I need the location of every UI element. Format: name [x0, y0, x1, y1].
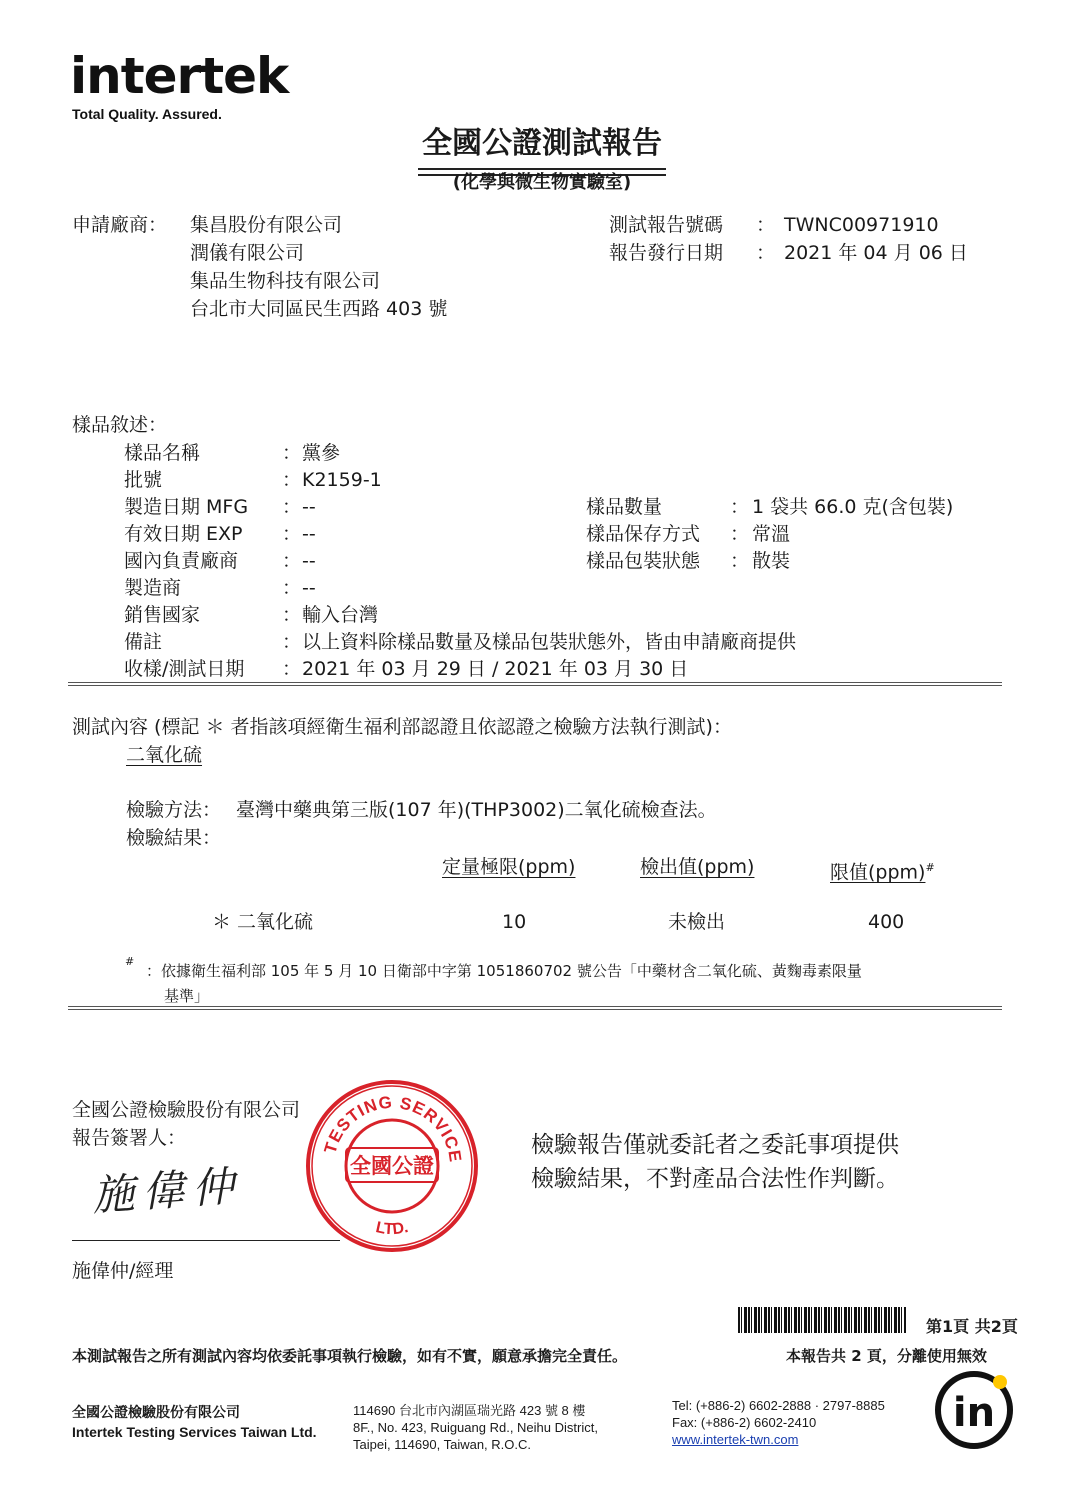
tagline: Total Quality. Assured. [72, 106, 222, 122]
svg-text:LTD.: LTD. [374, 1219, 410, 1239]
sample-value: 散裝 [752, 550, 791, 572]
footer-company [72, 1402, 317, 1442]
result-name: ＊ 二氧化硫 [212, 911, 314, 933]
colon: ： [730, 496, 750, 518]
colon: ： [282, 496, 302, 518]
colon: ： [282, 523, 302, 545]
sample-label: 製造商 [124, 577, 182, 599]
divider [68, 682, 1002, 686]
applicant-line: 集品生物科技有限公司 [190, 270, 381, 292]
report-title: 全國公證測試報告 [0, 118, 1084, 170]
report-number: TWNC00971910 [784, 214, 939, 236]
sample-value: -- [302, 577, 316, 599]
applicant-address: 台北市大同區民生西路 403 號 [190, 298, 448, 320]
svg-text:全國公證: 全國公證 [350, 1154, 434, 1178]
sample-value: -- [302, 523, 316, 545]
applicant-line: 集昌股份有限公司 [190, 214, 343, 236]
colon: ： [282, 442, 302, 464]
svg-text:INTERTEK TESTING SERVICES TAIW: TESTING SERVICE [320, 1092, 466, 1165]
result-limit: 400 [868, 911, 905, 933]
report-number-label: 測試報告號碼 [609, 214, 724, 236]
sample-value: 常溫 [752, 523, 791, 545]
colon: ： [282, 604, 302, 626]
signature-line [72, 1240, 340, 1241]
company-seal [304, 1078, 480, 1254]
sample-value: 黨參 [302, 442, 341, 464]
sample-label: 樣品數量 [586, 496, 663, 518]
footer-address-en: Taipei, 114690, Taiwan, R.O.C. [353, 1437, 532, 1452]
colon: ： [282, 631, 302, 653]
result-label: 檢驗結果： [126, 827, 222, 849]
sign-company: 全國公證檢驗股份有限公司 [72, 1099, 301, 1121]
sample-label: 收樣/測試日期 [124, 658, 245, 680]
footer-website-link[interactable]: www.intertek-twn.com [672, 1432, 799, 1447]
report-subtitle: (化學與微生物實驗室) [452, 172, 632, 193]
sample-heading: 樣品敘述： [72, 414, 168, 436]
colon: ： [282, 469, 302, 491]
handwritten-signature: 施偉仲 [90, 1160, 244, 1221]
barcode [738, 1307, 906, 1333]
footer-address [353, 1402, 598, 1453]
colon: ： [730, 550, 750, 572]
disclaimer-line: 檢驗報告僅就委託者之委託事項提供 [531, 1132, 899, 1158]
sample-value: -- [302, 550, 316, 572]
footer-fax: Fax: (+886-2) 6602-2410 [672, 1415, 817, 1430]
applicant-line: 潤儀有限公司 [190, 242, 305, 264]
footer-tel: Tel: (+886-2) 6602-2888 · 2797-8885 [672, 1398, 885, 1413]
footer-address-en: 8F., No. 423, Ruiguang Rd., Neihu District, [353, 1420, 598, 1435]
colon: ： [282, 550, 302, 572]
footer-company-zh: 全國公證檢驗股份有限公司 [72, 1404, 240, 1420]
method-text: 臺灣中藥典第三版(107 年)(THP3002)二氧化硫檢查法。 [236, 799, 717, 821]
result-loq: 10 [502, 911, 527, 933]
footer-contact [672, 1397, 885, 1448]
notice-right: 本報告共 2 頁，分離使用無效 [786, 1347, 987, 1365]
sample-value: 1 袋共 66.0 克(含包裝) [752, 496, 954, 518]
divider [68, 1006, 1002, 1010]
sample-value: 2021 年 03 月 29 日 / 2021 年 03 月 30 日 [302, 658, 689, 680]
header-loq: 定量極限(ppm) [442, 856, 576, 878]
sample-label: 銷售國家 [124, 604, 201, 626]
sample-value: 以上資料除樣品數量及樣品包裝狀態外，皆由申請廠商提供 [302, 631, 797, 653]
test-intro: 測試內容 (標記 ＊ 者指該項經衛生福利部認證且依認證之檢驗方法執行測試)： [72, 716, 732, 738]
header-limit: 限值(ppm)# [830, 861, 935, 884]
notice-left: 本測試報告之所有測試內容均依委託事項執行檢驗，如有不實，願意承擔完全責任。 [72, 1347, 628, 1365]
signer-label: 報告簽署人： [72, 1127, 187, 1149]
colon: ： [756, 242, 776, 264]
test-item: 二氧化硫 [126, 744, 203, 766]
footer-company-en: Intertek Testing Services Taiwan Ltd. [72, 1424, 317, 1440]
intertek-emblem-icon [932, 1368, 1016, 1452]
applicant-label: 申請廠商： [72, 214, 168, 236]
sample-label: 批號 [124, 469, 163, 491]
note-text-cont: 基準」 [164, 987, 210, 1005]
note-text: ：依據衛生福利部 105 年 5 月 10 日衛部中字第 1051860702 號公告「中藥材含二氧化硫、黃麴毒素限量 [146, 962, 862, 980]
colon: ： [756, 214, 776, 236]
result-detected: 未檢出 [668, 911, 726, 933]
colon: ： [282, 577, 302, 599]
disclaimer [531, 1128, 899, 1196]
sample-label: 備註 [124, 631, 163, 653]
intertek-logo: intertek [70, 47, 289, 105]
sample-label: 樣品保存方式 [586, 523, 701, 545]
page-indicator: 第1頁 共2頁 [926, 1317, 1018, 1336]
signer-name-title: 施偉仲/經理 [72, 1260, 174, 1282]
colon: ： [282, 658, 302, 680]
note-mark: # [125, 955, 135, 968]
sample-label: 樣品名稱 [124, 442, 201, 464]
colon: ： [730, 523, 750, 545]
sample-label: 製造日期 MFG [124, 496, 249, 518]
report-date: 2021 年 04 月 06 日 [784, 242, 968, 264]
svg-text:in: in [952, 1390, 996, 1436]
report-date-label: 報告發行日期 [609, 242, 724, 264]
header-detected: 檢出值(ppm) [640, 856, 755, 878]
disclaimer-line: 檢驗結果，不對產品合法性作判斷。 [531, 1166, 899, 1192]
sample-value: K2159-1 [302, 469, 382, 491]
method-label: 檢驗方法： [126, 799, 222, 821]
sample-label: 有效日期 EXP [124, 523, 243, 545]
sample-label: 樣品包裝狀態 [586, 550, 701, 572]
sample-value: 輸入台灣 [302, 604, 379, 626]
footer-address-zh: 114690 台北市內湖區瑞光路 423 號 8 樓 [353, 1403, 586, 1418]
sample-label: 國內負責廠商 [124, 550, 239, 572]
sample-value: -- [302, 496, 316, 518]
